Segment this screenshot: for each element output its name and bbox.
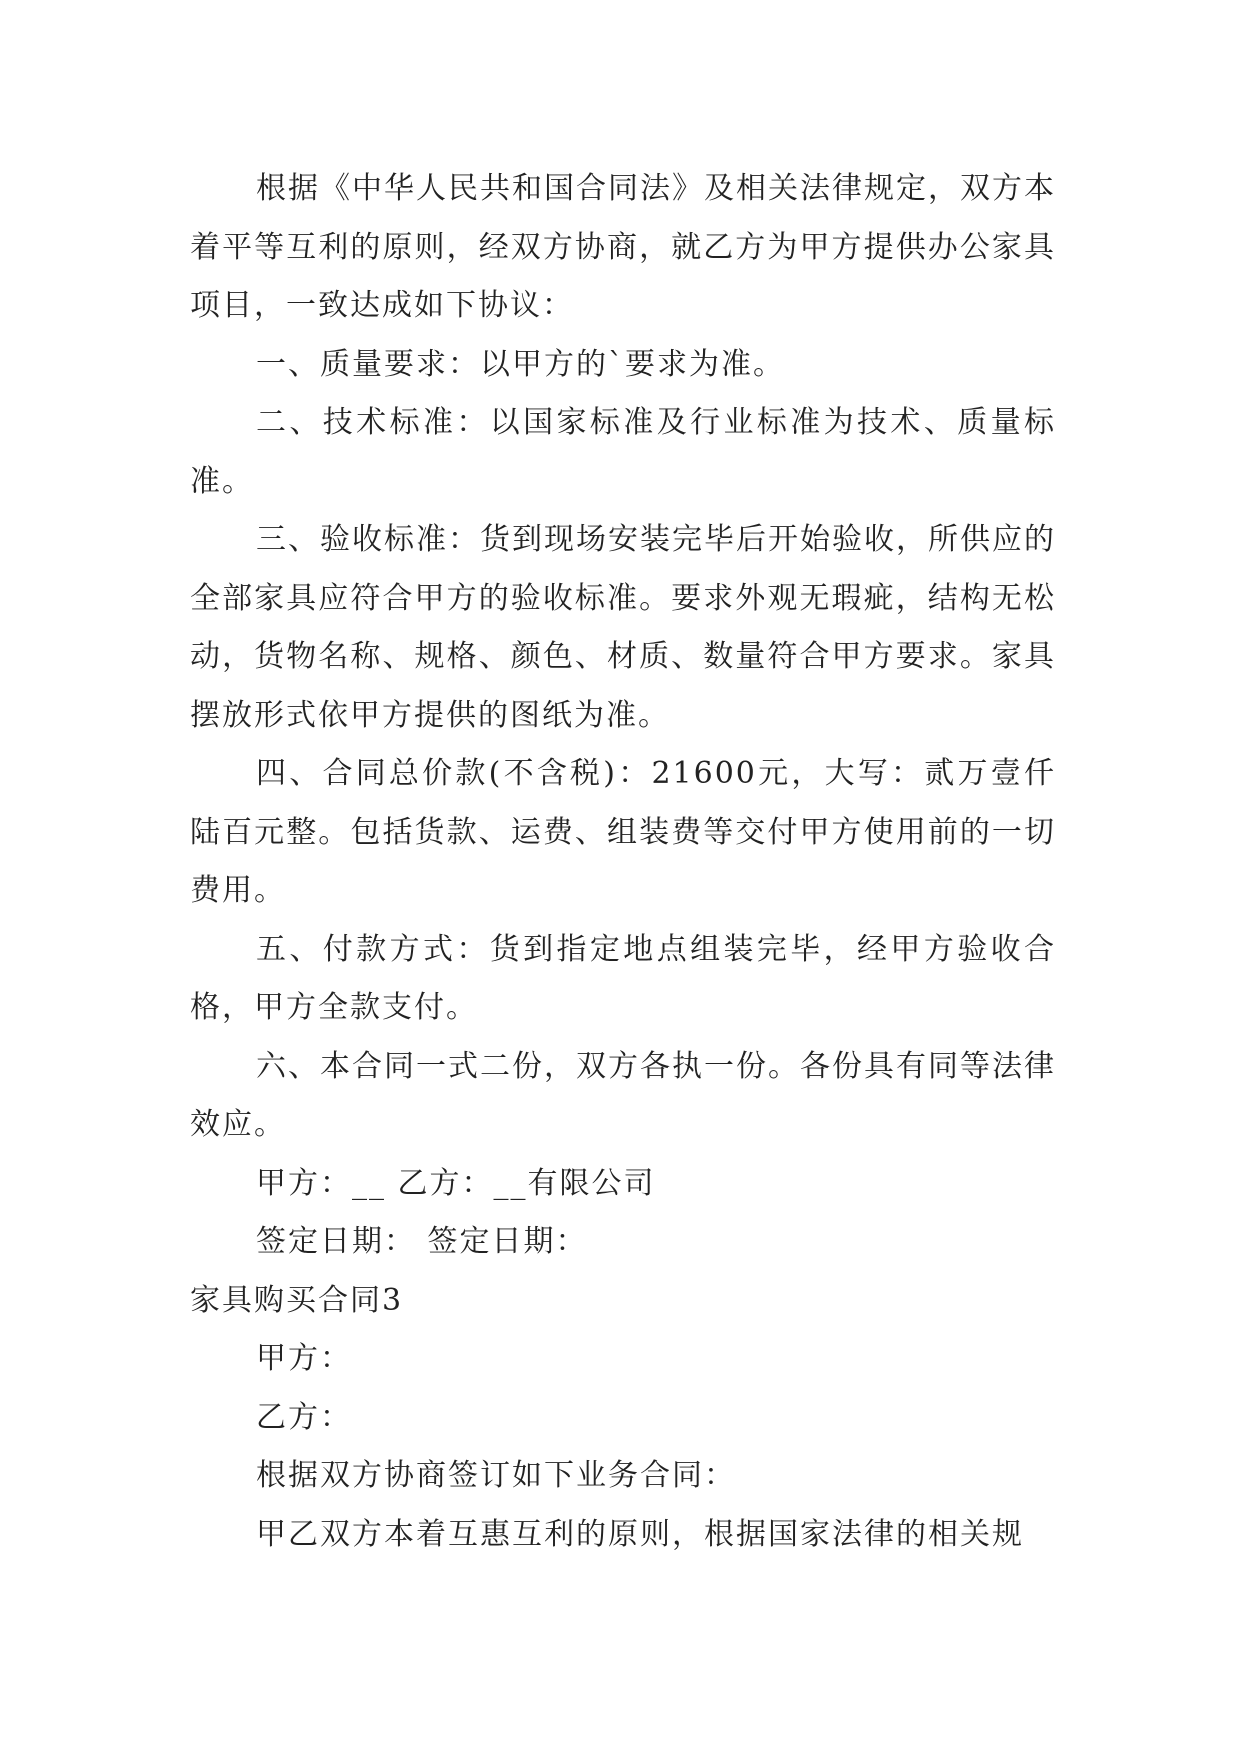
- paragraph-agreement-intro: 根据双方协商签订如下业务合同：: [256, 1458, 736, 1493]
- paragraph-principle: 甲乙双方本着互惠互利的原则，根据国家法律的相关规: [256, 1516, 1024, 1552]
- document-body: [190, 160, 1056, 1564]
- paragraph-acceptance: 三、验收标准：货到现场安装完毕后开始验收，所供应的全部家具应符合甲方的验收标准。要求外观无瑕疵，结构无松动，货物名称、规格、颜色、材质、数量符合甲方要求。家具摆放形式依甲方提供的图纸为准。: [190, 522, 1056, 733]
- paragraph-technical-standard: 二、技术标准：以国家标准及行业标准为技术、质量标准。: [190, 405, 1056, 499]
- paragraph-parties-signature: 甲方：__ 乙方：__有限公司: [256, 1165, 656, 1201]
- paragraph-total-price: 四、合同总价款(不含税)：21600元，大写：贰万壹仟陆百元整。包括货款、运费、组装费等交付甲方使用前的一切费用。: [190, 756, 1056, 908]
- paragraph-sign-dates: 签定日期： 签定日期：: [256, 1224, 588, 1259]
- paragraph-party-b: 乙方：: [256, 1399, 352, 1435]
- paragraph-intro: 根据《中华人民共和国合同法》及相关法律规定，双方本着平等互利的原则，经双方协商，就乙方为甲方提供办公家具项目，一致达成如下协议：: [190, 171, 1056, 323]
- paragraph-party-a: 甲方：: [256, 1341, 352, 1376]
- section-heading: 家具购买合同3: [190, 1282, 404, 1318]
- paragraph-copies: 六、本合同一式二份，双方各执一份。各份具有同等法律效应。: [190, 1048, 1056, 1142]
- paragraph-quality: 一、质量要求：以甲方的`要求为准。: [256, 346, 785, 382]
- paragraph-payment: 五、付款方式：货到指定地点组装完毕，经甲方验收合格，甲方全款支付。: [190, 931, 1056, 1025]
